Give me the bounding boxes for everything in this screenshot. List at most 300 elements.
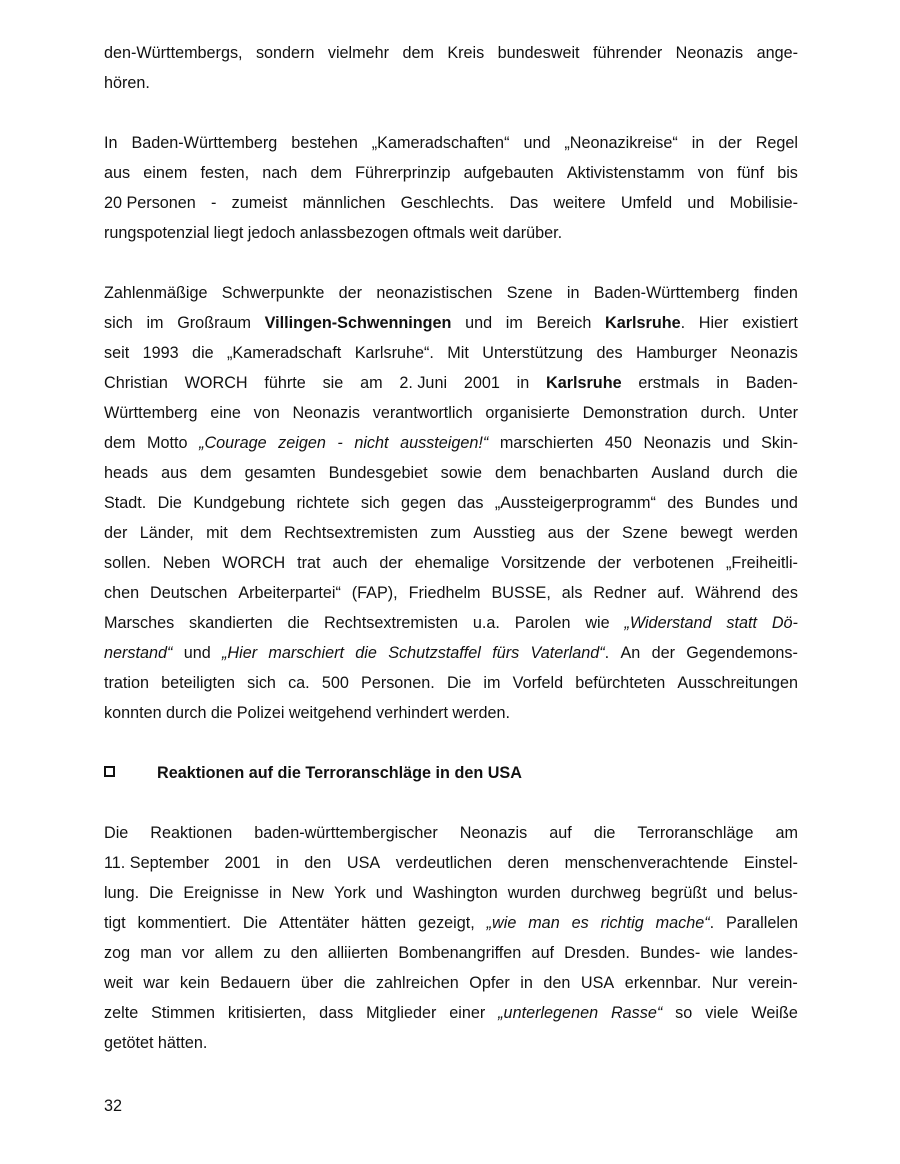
word: [513, 668, 563, 698]
word: [399, 368, 447, 398]
word-text: man: [140, 944, 172, 962]
word: [401, 188, 495, 218]
word-text: sich: [104, 314, 133, 332]
word: [485, 398, 570, 428]
word-text: Friedhelm: [408, 584, 481, 602]
word: [366, 998, 436, 1028]
word: [140, 938, 172, 968]
word-text: aus: [104, 164, 131, 182]
word-text: Umfeld: [620, 194, 673, 212]
word: [183, 878, 259, 908]
word: [742, 308, 798, 338]
word: [772, 578, 798, 608]
text-line: [104, 1028, 798, 1058]
word: [621, 188, 672, 218]
word-text: im: [483, 674, 501, 692]
word-text: sowie: [440, 464, 482, 482]
word-text: verbotenen: [633, 554, 715, 572]
word-text: Neonazis: [643, 434, 711, 452]
word: [712, 968, 738, 998]
word: [745, 938, 798, 968]
word: [332, 548, 367, 578]
word: [611, 998, 662, 1028]
word: [184, 638, 211, 668]
text-line: [104, 488, 798, 518]
word: [517, 368, 530, 398]
punctuation: .: [680, 314, 686, 332]
word-text: Karlsruhe“.: [354, 344, 434, 362]
word-text: Mitglieder: [366, 1004, 437, 1022]
text-line: [104, 428, 798, 458]
word-text: auch: [332, 554, 368, 572]
word: [161, 458, 187, 488]
word-text: Die: [242, 914, 268, 932]
word: [104, 1028, 154, 1058]
word-text: Parolen: [514, 614, 571, 632]
text-line: [104, 458, 798, 488]
word: [361, 908, 406, 938]
word-text: Neonazis: [459, 824, 528, 842]
word-text: In: [104, 134, 118, 152]
word: [379, 548, 402, 578]
word: [344, 968, 366, 998]
text-line: [104, 188, 798, 218]
word: [396, 848, 492, 878]
word: [200, 158, 249, 188]
word: [717, 878, 744, 908]
word-text: weit: [104, 974, 133, 992]
word: [269, 878, 282, 908]
word-text: sich: [360, 494, 390, 512]
text-line: [104, 278, 798, 308]
word-text: Gegendemons-: [686, 644, 798, 662]
word-text: Arbeiterpartei“: [238, 584, 341, 602]
word: [243, 908, 267, 938]
word: [199, 428, 267, 458]
word-text: dem: [104, 434, 136, 452]
word-text: Christian: [104, 374, 168, 392]
word-text: bestehen: [291, 134, 358, 152]
word-text: von: [253, 404, 280, 422]
word-text: Attentäter: [279, 914, 350, 932]
word-text: Die: [149, 884, 174, 902]
word-text: Das: [509, 194, 539, 212]
word-text: führender: [592, 44, 663, 62]
word-text: wie: [585, 614, 610, 632]
word: [473, 608, 500, 638]
word: [528, 908, 560, 938]
word-text: beteiligten: [161, 674, 235, 692]
word: [388, 638, 481, 668]
word-text: WORCH: [222, 554, 286, 572]
word: [322, 668, 349, 698]
word-text: und: [722, 434, 750, 452]
word: [447, 668, 471, 698]
word-text: sondern: [255, 44, 315, 62]
word-text: die: [593, 824, 616, 842]
italic-text: „Courage: [199, 434, 267, 452]
word: [594, 818, 616, 848]
word-text: als: [561, 584, 583, 602]
word: [507, 278, 553, 308]
text-line: [104, 218, 798, 248]
text-line: [104, 38, 798, 68]
word: [323, 368, 344, 398]
word: [104, 158, 130, 188]
word-text: einem: [143, 164, 188, 182]
word: [402, 38, 434, 68]
word: [640, 938, 700, 968]
text-line: [104, 548, 798, 578]
word: [104, 68, 150, 98]
word-text: York: [334, 884, 366, 902]
word: [104, 908, 126, 938]
word-text: am: [360, 374, 383, 392]
word-text: Washington: [412, 884, 498, 902]
word-text: Ausschreitungen: [677, 674, 798, 692]
word-text: erstmals: [638, 374, 700, 392]
word-text: die: [210, 704, 233, 722]
word-text: USA: [580, 974, 615, 992]
word: [491, 578, 550, 608]
word-text: Geschlechts.: [400, 194, 495, 212]
word-text: weitere: [553, 194, 606, 212]
word-text: Vorfeld: [512, 674, 564, 692]
word: [180, 968, 210, 998]
word: [624, 608, 711, 638]
word: [254, 818, 438, 848]
word: [265, 308, 452, 338]
word-text: befürchteten: [575, 674, 666, 692]
punctuation: .: [604, 644, 610, 662]
word: [206, 518, 228, 548]
word: [430, 518, 461, 548]
word: [730, 188, 798, 218]
word-text: Die: [157, 494, 182, 512]
word: [376, 878, 403, 908]
word: [150, 578, 227, 608]
word: [754, 278, 798, 308]
word: [238, 578, 341, 608]
word: [758, 398, 798, 428]
word: [754, 878, 798, 908]
word: [328, 38, 389, 68]
word-text: den: [304, 854, 332, 872]
word: [482, 338, 583, 368]
word-text: (FAP),: [351, 584, 398, 602]
word-text: Marsches: [104, 614, 175, 632]
word: [262, 158, 297, 188]
word: [337, 428, 342, 458]
word: [562, 578, 583, 608]
word: [324, 608, 458, 638]
italic-text: es: [571, 914, 589, 932]
word-text: Vorsitzende: [501, 554, 586, 572]
italic-text: -: [337, 434, 343, 452]
word: [376, 278, 492, 308]
section-heading: [104, 758, 798, 788]
word: [227, 338, 341, 368]
word: [355, 638, 377, 668]
text-line: [104, 638, 798, 668]
word: [151, 998, 215, 1028]
word-text: Personen.: [361, 674, 435, 692]
word: [757, 38, 798, 68]
word-text: 2001: [224, 854, 261, 872]
checkbox-bullet-icon: [104, 766, 115, 777]
word-text: des: [771, 584, 798, 602]
word: [104, 38, 243, 68]
word: [104, 218, 209, 248]
word: [319, 998, 353, 1028]
word: [539, 458, 638, 488]
word: [777, 158, 798, 188]
word-text: hätten.: [157, 1034, 208, 1052]
word-text: „Kameradschaften“: [371, 134, 510, 152]
word: [692, 128, 705, 158]
text-line: [104, 878, 798, 908]
word: [104, 638, 172, 668]
word-text: Zahlenmäßige: [104, 284, 208, 302]
word: [143, 968, 169, 998]
word-text: marschierten: [499, 434, 594, 452]
word: [447, 338, 469, 368]
word-text: alliierten: [327, 944, 389, 962]
word: [352, 578, 398, 608]
word: [498, 998, 598, 1028]
paragraph: [104, 818, 798, 1058]
word-text: vor: [181, 944, 205, 962]
word: [583, 398, 688, 428]
word: [605, 308, 685, 338]
word: [372, 128, 510, 158]
word: [278, 428, 326, 458]
word-text: Baden-Württemberg: [131, 134, 278, 152]
word-text: ange-: [756, 44, 798, 62]
word: [166, 698, 207, 728]
body-text-before-heading: [104, 38, 798, 758]
word-text: gegen: [401, 494, 447, 512]
word: [222, 548, 285, 578]
word-text: Mit: [447, 344, 469, 362]
word: [355, 158, 450, 188]
text-line: [104, 938, 798, 968]
word: [531, 938, 554, 968]
word: [771, 488, 798, 518]
word: [355, 338, 434, 368]
word-text: Stadt.: [104, 494, 147, 512]
italic-text: man: [528, 914, 560, 932]
word: [304, 848, 331, 878]
italic-text: marschiert: [268, 644, 344, 662]
word-text: Neonazis: [675, 44, 744, 62]
word: [723, 428, 750, 458]
italic-text: die: [355, 644, 377, 662]
word: [746, 368, 798, 398]
word: [279, 908, 349, 938]
word-text: chen: [104, 584, 140, 602]
word-text: WORCH: [184, 374, 248, 392]
word: [248, 218, 296, 248]
word: [492, 638, 519, 668]
word: [699, 308, 729, 338]
word-text: war: [143, 974, 170, 992]
word: [104, 518, 127, 548]
word-text: bewegt: [680, 524, 733, 542]
word: [775, 818, 798, 848]
word-text: neonazistischen: [376, 284, 493, 302]
word-text: 2. Juni: [399, 374, 448, 392]
word-text: dass: [319, 1004, 354, 1022]
word-text: durch: [165, 704, 207, 722]
word-text: 11. September: [104, 854, 209, 872]
word-text: die: [287, 614, 310, 632]
word-text: 1993: [142, 344, 179, 362]
word: [376, 968, 459, 998]
punctuation: .: [709, 914, 715, 932]
word: [104, 398, 198, 428]
word: [143, 158, 187, 188]
word: [158, 1028, 208, 1058]
text-line: [104, 68, 798, 98]
word-text: hören.: [104, 74, 150, 92]
word-text: tration: [104, 674, 149, 692]
word: [292, 878, 324, 908]
italic-text: aussteigen!“: [400, 434, 489, 452]
text-line: [104, 668, 798, 698]
word: [339, 278, 362, 308]
word-text: weit: [469, 224, 499, 242]
word: [531, 638, 610, 668]
word: [508, 848, 549, 878]
word: [698, 158, 724, 188]
word-text: Baden-: [745, 374, 798, 392]
word-text: trat: [297, 554, 321, 572]
word: [523, 128, 550, 158]
word: [413, 878, 498, 908]
paragraph-gap: [104, 728, 798, 758]
text-line: [104, 698, 798, 728]
word-text: auf: [531, 944, 554, 962]
word: [730, 338, 798, 368]
word-text: Neben: [162, 554, 211, 572]
italic-text: „Widerstand: [624, 614, 712, 632]
word-text: Deutschen: [150, 584, 228, 602]
word: [232, 188, 288, 218]
word-text: und: [183, 644, 211, 662]
italic-text: „wie: [486, 914, 517, 932]
word: [104, 878, 139, 908]
word: [571, 878, 641, 908]
word-text: männlichen: [302, 194, 386, 212]
word-text: Reaktionen: [150, 824, 233, 842]
word: [237, 698, 285, 728]
word: [300, 218, 409, 248]
word-text: Während: [695, 584, 761, 602]
word: [726, 548, 798, 578]
word: [637, 818, 753, 848]
word-text: Rechtsextremisten: [323, 614, 459, 632]
word: [409, 578, 481, 608]
word: [288, 668, 310, 698]
word: [104, 968, 133, 998]
bold-text: Villingen-Schwenningen: [264, 314, 452, 332]
text-line: [104, 308, 798, 338]
word: [716, 368, 729, 398]
word: [638, 368, 699, 398]
word-text: Nur: [711, 974, 738, 992]
word-text: Demonstration: [582, 404, 688, 422]
word: [748, 968, 797, 998]
text-line: [104, 368, 798, 398]
word-text: darüber.: [502, 224, 563, 242]
word-text: Ereignisse: [183, 884, 259, 902]
word: [104, 278, 207, 308]
word: [104, 548, 151, 578]
word: [264, 368, 305, 398]
word: [292, 398, 360, 428]
section-heading-text: Reaktionen auf die Terroranschläge in den USA: [157, 764, 522, 782]
word-text: durch: [722, 464, 764, 482]
word-text: und: [523, 134, 551, 152]
word: [401, 488, 446, 518]
word-text: auf.: [657, 584, 685, 602]
word-text: Redner: [593, 584, 647, 602]
word-text: am: [775, 824, 798, 842]
word-text: ca.: [288, 674, 310, 692]
word: [594, 278, 740, 308]
word: [245, 458, 316, 488]
word: [473, 518, 535, 548]
word-text: in: [716, 374, 729, 392]
word: [483, 668, 500, 698]
word-text: gezeigt,: [418, 914, 475, 932]
word-text: Hamburger: [635, 344, 717, 362]
word: [415, 548, 490, 578]
word-text: Motto: [147, 434, 188, 452]
word-text: der: [597, 554, 622, 572]
document-page: [104, 38, 798, 1058]
word-text: u.a.: [472, 614, 500, 632]
word-text: gesamten: [244, 464, 316, 482]
word-text: den: [543, 974, 571, 992]
word: [565, 848, 729, 878]
word-text: im: [505, 314, 523, 332]
word: [776, 458, 798, 488]
word: [182, 938, 205, 968]
word-text: festen,: [200, 164, 250, 182]
word-text: Stimmen: [151, 1004, 215, 1022]
word: [254, 398, 280, 428]
word-text: Württemberg: [104, 404, 198, 422]
word: [288, 608, 310, 638]
word-text: und: [375, 884, 403, 902]
word: [143, 338, 179, 368]
word: [284, 518, 418, 548]
word-text: den: [290, 944, 318, 962]
word-text: nach: [262, 164, 298, 182]
word-text: bis: [777, 164, 798, 182]
word-text: kein: [179, 974, 210, 992]
word-text: lung.: [104, 884, 140, 902]
word: [495, 488, 656, 518]
bold-text: Karlsruhe: [546, 374, 622, 392]
paragraph-gap: [104, 248, 798, 278]
word: [225, 848, 261, 878]
word: [256, 38, 315, 68]
paragraph-gap: [104, 98, 798, 128]
word-text: benachbarten: [539, 464, 639, 482]
